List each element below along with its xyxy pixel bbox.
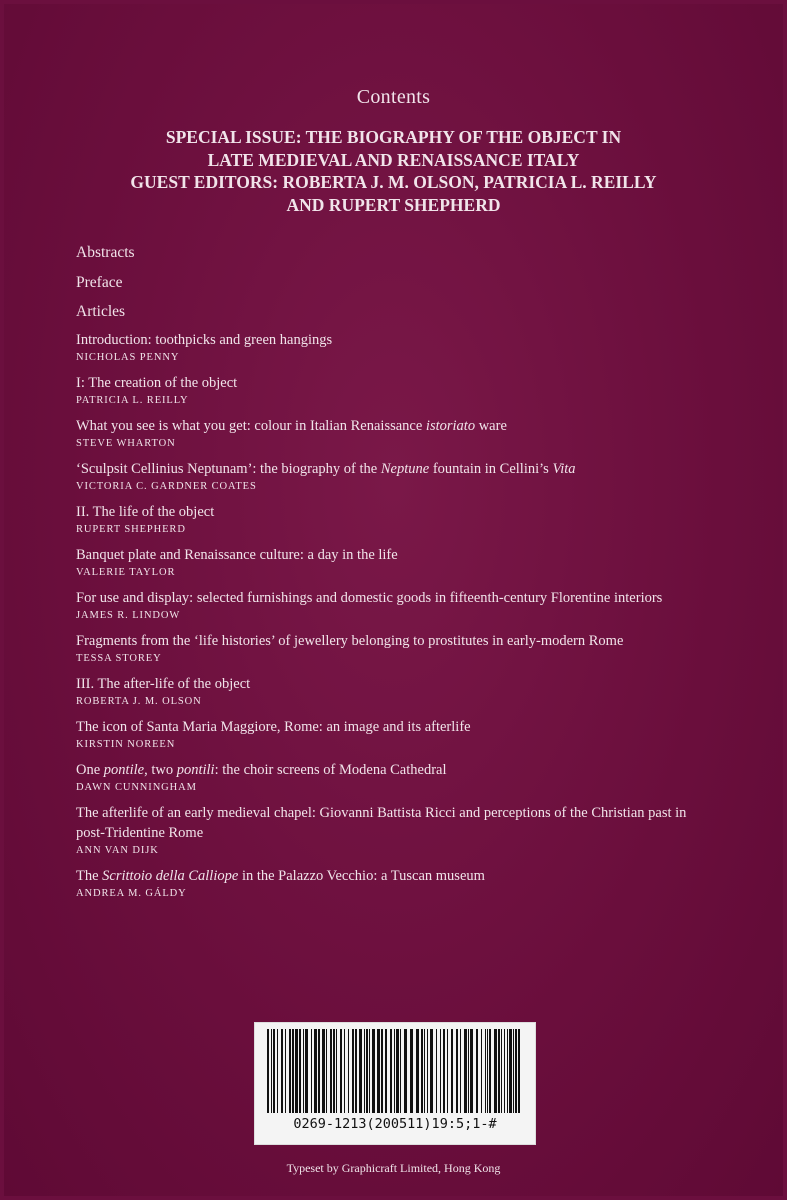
article-title: Fragments from the ‘life histories’ of jewellery belonging to prostitutes in early-modern Rome (76, 633, 624, 649)
article-entry (76, 373, 696, 408)
barcode-number: 0269-1213(200511)19:5;1-# (293, 1116, 497, 1132)
article-title: ‘Sculpsit Cellinius Neptunam’: the biography of the Neptune fountain in Cellini’s Vita (76, 461, 576, 477)
section-list (76, 243, 696, 332)
article-author: ROBERTA J. M. OLSON (76, 696, 202, 707)
article-title: II. The life of the object (76, 504, 215, 520)
article-author: NICHOLAS PENNY (76, 352, 180, 363)
typeset-credit: Typeset by Graphicraft Limited, Hong Kong (286, 1161, 501, 1175)
article-entry (76, 416, 696, 451)
article-entry (76, 459, 696, 494)
article-title: Introduction: toothpicks and green hangings (76, 332, 333, 348)
guest-editors-line: GUEST EDITORS: ROBERTA J. M. OLSON, PATRICIA L. REILLY (130, 172, 657, 192)
special-issue-line: SPECIAL ISSUE: THE BIOGRAPHY OF THE OBJECT IN (165, 127, 622, 147)
article-entry (76, 717, 696, 752)
special-issue-line: LATE MEDIEVAL AND RENAISSANCE ITALY (207, 149, 580, 170)
article-title: The afterlife of an early medieval chapel: Giovanni Battista Ricci and perceptions of the Christian past in post-Tridentine Rome (76, 805, 687, 841)
article-title: What you see is what you get: colour in Italian Renaissance istoriato ware (76, 418, 507, 434)
article-entry (76, 803, 696, 858)
article-entry (76, 330, 696, 365)
article-list (76, 330, 696, 909)
article-author: VALERIE TAYLOR (76, 567, 176, 578)
article-author: ANN VAN DIJK (76, 845, 159, 856)
section-abstracts: Abstracts (76, 244, 135, 261)
article-entry (76, 588, 696, 623)
guest-editors-line: AND RUPERT SHEPHERD (286, 194, 501, 215)
barcode-icon (267, 1029, 523, 1113)
article-author: TESSA STOREY (76, 653, 162, 664)
article-author: VICTORIA C. GARDNER COATES (76, 481, 257, 492)
article-title: The icon of Santa Maria Maggiore, Rome: an image and its afterlife (76, 719, 471, 735)
article-entry (76, 760, 696, 795)
article-entry (76, 631, 696, 666)
section-articles: Articles (76, 303, 126, 320)
contents-heading: Contents (356, 86, 431, 108)
article-author: ANDREA M. GÁLDY (76, 888, 187, 899)
article-title: The Scrittoio della Calliope in the Palazzo Vecchio: a Tuscan museum (76, 868, 485, 884)
article-title: Banquet plate and Renaissance culture: a day in the life (76, 547, 398, 563)
article-entry (76, 502, 696, 537)
article-author: JAMES R. LINDOW (76, 610, 181, 621)
article-title: I: The creation of the object (76, 375, 238, 391)
article-author: PATRICIA L. REILLY (76, 395, 189, 406)
article-entry (76, 674, 696, 709)
article-title: III. The after-life of the object (76, 676, 251, 692)
section-preface: Preface (76, 273, 123, 291)
special-issue-block (60, 126, 727, 216)
article-author: STEVE WHARTON (76, 438, 176, 449)
article-entry (76, 545, 696, 580)
article-author: KIRSTIN NOREEN (76, 739, 176, 750)
article-entry (76, 866, 696, 901)
article-title: For use and display: selected furnishings and domestic goods in fifteenth-century Florentine interiors (76, 590, 663, 606)
article-author: DAWN CUNNINGHAM (76, 782, 197, 793)
barcode-label (254, 1022, 536, 1145)
article-title: One pontile, two pontili: the choir screens of Modena Cathedral (76, 762, 447, 778)
article-author: RUPERT SHEPHERD (76, 524, 186, 535)
